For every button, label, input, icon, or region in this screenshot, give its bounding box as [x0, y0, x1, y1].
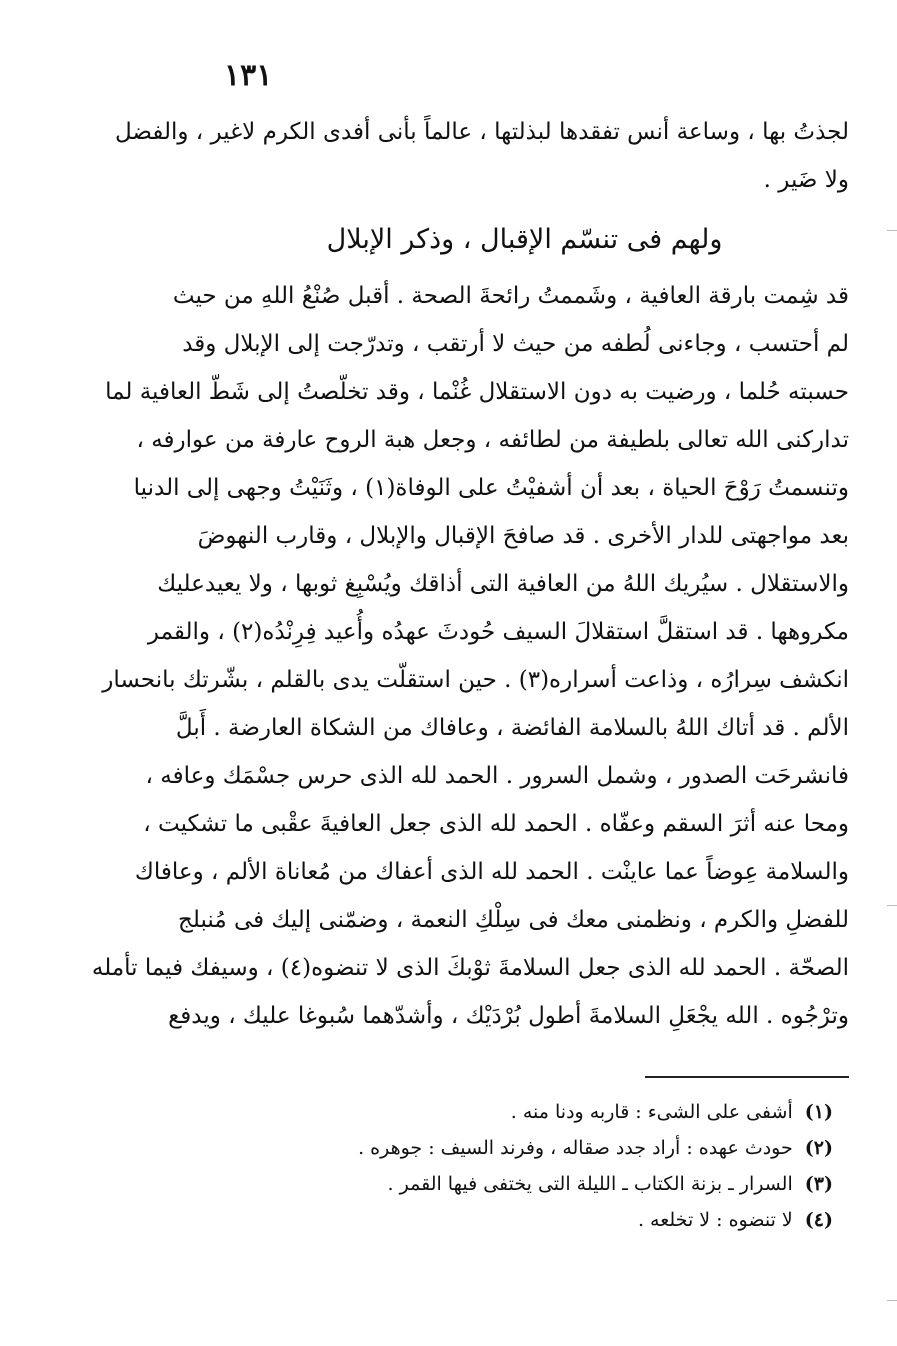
text-line: لم أحتسب ، وجاءنى لُطفه من حيث لا أرتقب ، وتدرّجت إلى الإبلال وقد [182, 331, 849, 357]
footnote [240, 1130, 833, 1166]
footnote-number: (٤) [804, 1209, 833, 1231]
footnote-number: (١) [804, 1101, 833, 1123]
footnote-text: حودث عهده : أراد جدد صقاله ، وفرند السيف : جوهره . [358, 1137, 793, 1159]
footnotes [240, 1094, 833, 1238]
text-line: فانشرحَت الصدور ، وشمل السرور . الحمد لله الذى حرس جسْمَك وعافه ، [145, 763, 849, 789]
main-paragraph [91, 272, 849, 1040]
footnote-text: أشفى على الشىء : قاربه ودنا منه . [510, 1101, 793, 1123]
text-line: بعد مواجهتى للدار الأخرى . قد صافحَ الإقبال والإبلال ، وقارب النهوضَ [197, 523, 849, 549]
text-line: مكروهها . قد استقلَّ استقلالَ السيف حُودثَ عهدُه وأُعيد فِرِنْدُه(٢) ، والقمر [147, 619, 849, 645]
intro-paragraph [114, 108, 849, 204]
page-number: ١٣١ [224, 58, 273, 93]
footnote-number: (٣) [804, 1173, 833, 1195]
text-line: ولا ضَير . [763, 167, 849, 193]
footnote-divider [645, 1076, 849, 1078]
text-line: للفضلِ والكرم ، ونظمنى معك فى سِلْكِ النعمة ، وضمّنى إليك فى مُنبلج [177, 907, 849, 933]
text-line: حسبته حُلما ، ورضيت به دون الاستقلال غُنْما ، وقد تخلّصتُ إلى شَطّ العافية لما [105, 379, 849, 405]
scan-edge-mark [887, 905, 897, 906]
scan-edge-mark [887, 1300, 897, 1301]
footnote [240, 1166, 833, 1202]
footnote-number: (٢) [804, 1137, 833, 1159]
text-line: قد شِمت بارقة العافية ، وشَممتُ رائحةَ الصحة . أقبل صُنْعُ اللهِ من حيث [172, 283, 849, 309]
text-line: وترْجُوه . الله يجْعَلِ السلامةَ أطول بُرْدَيْك ، وأشدّهما سُبوغا عليك ، ويدفع [168, 1003, 849, 1029]
scan-edge-mark [887, 230, 897, 231]
text-line: الصحّة . الحمد لله الذى جعل السلامةَ ثوْبكَ الذى لا تنضوه(٤) ، وسيفك فيما تأمله [91, 955, 849, 981]
text-line: الألم . قد أتاك اللهُ بالسلامة الفائضة ، وعافاك من الشكاة العارضة . أَبلَّ [175, 715, 849, 741]
section-heading: ولهم فى تنسّم الإقبال ، وذكر الإبلال [326, 224, 723, 255]
text-line: انكشف سِرارُه ، وذاعت أسراره(٣) . حين استقلّت يدى بالقلم ، بشّرتك بانحسار [102, 667, 849, 693]
text-line: لجذتُ بها ، وساعة أنس تفقدها لبذلتها ، عالماً بأنى أفدى الكرم لاغير ، والفضل [114, 119, 849, 145]
text-line: والسلامة عِوضاً عما عاينْت . الحمد لله الذى أعفاك من مُعاناة الألم ، وعافاك [134, 859, 849, 885]
text-line: تداركنى الله تعالى بلطيفة من لطائفه ، وجعل هبة الروح عارفة من عوارفه ، [136, 427, 849, 453]
footnote [240, 1094, 833, 1130]
text-line: والاستقلال . سيُريك اللهُ من العافية التى أذاقك ويُسْبِغ ثوبها ، ولا يعيدعليك [157, 571, 849, 597]
text-line: وتنسمتُ رَوْحَ الحياة ، بعد أن أشفيْتُ على الوفاة(١) ، وثَنَيْتُ وجهى إلى الدنيا [133, 475, 849, 501]
footnote-text: لا تنضوه : لا تخلعه . [637, 1209, 793, 1231]
footnote-text: السرار ـ بزنة الكتاب ـ الليلة التى يختفى فيها القمر . [387, 1173, 793, 1195]
text-line: ومحا عنه أثرَ السقم وعفّاه . الحمد لله الذى جعل العافيةَ عقْبى ما تشكيت ، [143, 811, 849, 837]
footnote [240, 1202, 833, 1238]
